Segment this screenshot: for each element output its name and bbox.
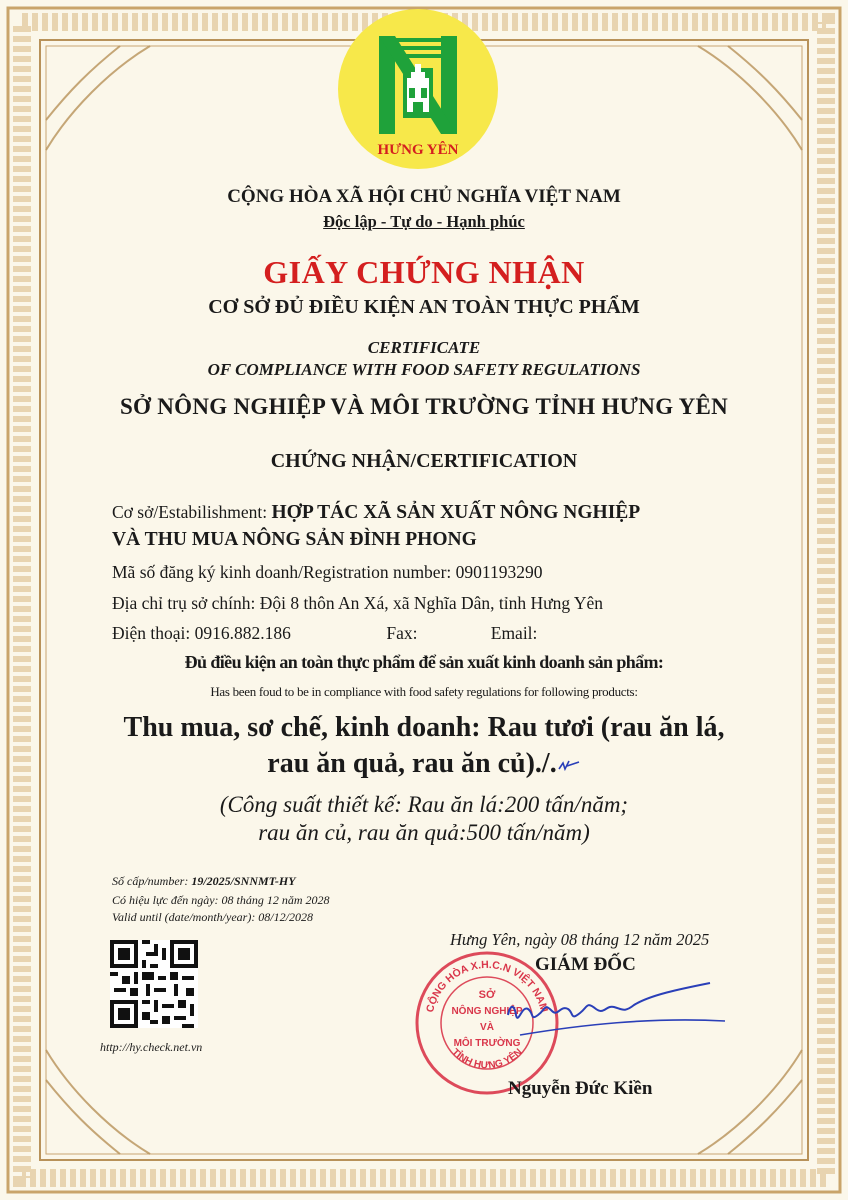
certificate-title-en: CERTIFICATE — [367, 338, 481, 357]
stamp-line4: MÔI TRƯỜNG — [453, 1038, 521, 1049]
establishment-label: Cơ sở/Estabilishment: — [112, 502, 268, 522]
registration-number: Mã số đăng ký kinh doanh/Registration number: 0901193290 — [112, 562, 543, 582]
issue-number-label: Số cấp/number: — [112, 874, 189, 888]
establishment-name-line1: HỢP TÁC XÃ SẢN XUẤT NÔNG NGHIỆP — [271, 502, 641, 523]
certificate-title: GIẤY CHỨNG NHẬN — [263, 254, 585, 290]
effective-date: Có hiệu lực đến ngày: 08 tháng 12 năm 2028 — [112, 893, 330, 907]
products-line2 — [0, 748, 848, 780]
verification-url[interactable]: http://hy.check.net.vn — [100, 1040, 203, 1054]
stamp-bottom-text: TỈNH HƯNG YÊN — [449, 1046, 525, 1072]
fax: Fax: — [386, 623, 418, 643]
products-line1: Thu mua, sơ chế, kinh doanh: Rau tươi (rau ăn lá, — [123, 712, 725, 743]
address: Địa chỉ trụ sở chính: Đội 8 thôn An Xá, xã Nghĩa Dân, tỉnh Hưng Yên — [112, 593, 603, 613]
stamp-line2: NÔNG NGHIỆP — [451, 1006, 523, 1017]
certificate-subtitle-en: OF COMPLIANCE WITH FOOD SAFETY REGULATIONS — [207, 360, 641, 379]
contact-line — [112, 623, 537, 644]
logo-city-text: HƯNG YÊN — [377, 142, 459, 158]
initial-mark — [557, 757, 581, 775]
valid-until: Valid until (date/month/year): 08/12/2028 — [112, 910, 313, 924]
establishment-name-line2: VÀ THU MUA NÔNG SẢN ĐÌNH PHONG — [112, 529, 477, 550]
signing-date: Hưng Yên, ngày 08 tháng 12 năm 2025 — [450, 930, 710, 949]
qualification-vi: Đủ điều kiện an toàn thực phẩm để sản xuất kinh doanh sản phẩm: — [184, 652, 664, 672]
director-title: GIÁM ĐỐC — [535, 954, 636, 975]
hung-yen-logo — [337, 8, 499, 170]
stamp-line1: SỞ — [478, 989, 496, 1001]
email: Email: — [490, 623, 538, 643]
phone: Điện thoại: 0916.882.186 — [112, 623, 291, 643]
stamp-outer-text: CỘNG HÒA X.H.C.N VIỆT NAM — [424, 958, 550, 1014]
certification-label: CHỨNG NHẬN/CERTIFICATION — [270, 450, 578, 472]
issue-number-value: 19/2025/SNNMT-HY — [191, 874, 296, 888]
establishment-line — [112, 502, 640, 524]
qualification-en: Has been foud to be in compliance with food safety regulations for following products: — [210, 684, 638, 699]
products-line2-text: rau ăn quả, rau ăn củ)./. — [267, 748, 557, 779]
certificate-subtitle: CƠ SỞ ĐỦ ĐIỀU KIỆN AN TOÀN THỰC PHẨM — [208, 296, 640, 318]
issue-number — [112, 874, 296, 889]
issuing-department: SỞ NÔNG NGHIỆP VÀ MÔI TRƯỜNG TỈNH HƯNG YÊN — [119, 394, 729, 419]
qr-code[interactable] — [110, 940, 198, 1028]
national-motto: Độc lập - Tự do - Hạnh phúc — [323, 212, 525, 231]
stamp-line3: VÀ — [480, 1022, 494, 1033]
republic-heading: CỘNG HÒA XÃ HỘI CHỦ NGHĨA VIỆT NAM — [227, 186, 621, 207]
handwritten-signature — [500, 975, 730, 1055]
capacity-line1: (Công suất thiết kế: Rau ăn lá:200 tấn/năm; — [219, 792, 629, 817]
signer-name: Nguyễn Đức Kiền — [508, 1078, 653, 1099]
capacity-line2: rau ăn củ, rau ăn quả:500 tấn/năm) — [258, 820, 590, 845]
